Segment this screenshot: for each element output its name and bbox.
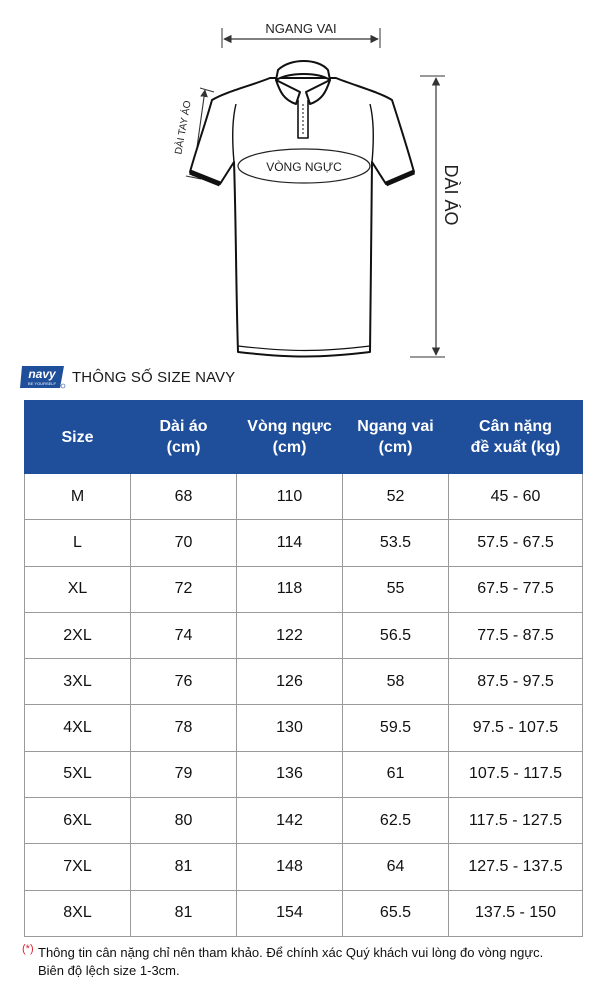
size-cell: L	[25, 520, 131, 566]
column-header-line1: Dài áo	[159, 418, 208, 435]
value-cell: 127.5 - 137.5	[449, 844, 583, 890]
table-row	[25, 612, 583, 658]
value-cell: 136	[237, 751, 343, 797]
footnote-line-2: Biên độ lệch size 1-3cm.	[38, 963, 180, 978]
value-cell: 126	[237, 659, 343, 705]
length-label: DÀI ÁO	[441, 164, 461, 226]
column-header-line2: (cm)	[272, 439, 307, 456]
logo-text: navy	[28, 367, 56, 381]
table-row	[25, 798, 583, 844]
value-cell: 130	[237, 705, 343, 751]
table-row	[25, 844, 583, 890]
value-cell: 55	[343, 566, 449, 612]
size-cell: 8XL	[25, 890, 131, 936]
value-cell: 52	[343, 474, 449, 520]
shoulder-width-dimension	[222, 18, 380, 48]
value-cell: 76	[131, 659, 237, 705]
column-header-line2: đề xuất (kg)	[470, 439, 561, 456]
value-cell: 62.5	[343, 798, 449, 844]
column-header-line1: Vòng ngực	[247, 418, 332, 435]
column-header-line1: Size	[61, 428, 94, 446]
value-cell: 137.5 - 150	[449, 890, 583, 936]
table-row	[25, 520, 583, 566]
size-cell: XL	[25, 566, 131, 612]
value-cell: 45 - 60	[449, 474, 583, 520]
shirt-measurement-diagram	[0, 0, 600, 365]
column-header-line1: Cân nặng	[479, 418, 552, 435]
value-cell: 78	[131, 705, 237, 751]
table-body	[25, 474, 583, 937]
brand-header	[20, 362, 235, 392]
value-cell: 67.5 - 77.5	[449, 566, 583, 612]
value-cell: 53.5	[343, 520, 449, 566]
value-cell: 68	[131, 474, 237, 520]
column-header	[343, 401, 449, 474]
size-cell: M	[25, 474, 131, 520]
size-table	[24, 400, 583, 937]
value-cell: 97.5 - 107.5	[449, 705, 583, 751]
value-cell: 122	[237, 612, 343, 658]
table-row	[25, 474, 583, 520]
table-row	[25, 890, 583, 936]
value-cell: 81	[131, 890, 237, 936]
value-cell: 107.5 - 117.5	[449, 751, 583, 797]
table-header-row	[25, 401, 583, 474]
table-row	[25, 659, 583, 705]
value-cell: 80	[131, 798, 237, 844]
value-cell: 65.5	[343, 890, 449, 936]
value-cell: 142	[237, 798, 343, 844]
column-header	[25, 401, 131, 474]
table-row	[25, 566, 583, 612]
chest-label: VÒNG NGỰC	[266, 160, 342, 174]
polo-shirt-outline	[190, 61, 414, 357]
value-cell: 56.5	[343, 612, 449, 658]
value-cell: 110	[237, 474, 343, 520]
column-header-line2: (cm)	[378, 439, 413, 456]
column-header-line1: Ngang vai	[357, 418, 434, 435]
size-cell: 3XL	[25, 659, 131, 705]
table-row	[25, 705, 583, 751]
value-cell: 114	[237, 520, 343, 566]
value-cell: 59.5	[343, 705, 449, 751]
shoulder-width-label: NGANG VAI	[265, 21, 337, 36]
navy-logo	[20, 364, 66, 390]
size-cell: 7XL	[25, 844, 131, 890]
value-cell: 74	[131, 612, 237, 658]
footnote-asterisk: (*)	[22, 943, 34, 955]
value-cell: 58	[343, 659, 449, 705]
size-chart-title: THÔNG SỐ SIZE NAVY	[72, 368, 236, 386]
value-cell: 64	[343, 844, 449, 890]
size-cell: 6XL	[25, 798, 131, 844]
value-cell: 57.5 - 67.5	[449, 520, 583, 566]
logo-tagline: BE YOURSELF	[28, 381, 56, 386]
value-cell: 72	[131, 566, 237, 612]
column-header-line2: (cm)	[166, 439, 201, 456]
value-cell: 117.5 - 127.5	[449, 798, 583, 844]
footnote-line-1: Thông tin cân nặng chỉ nên tham khảo. Để chính xác Quý khách vui lòng đo vòng ngực.	[38, 945, 544, 960]
value-cell: 87.5 - 97.5	[449, 659, 583, 705]
value-cell: 81	[131, 844, 237, 890]
value-cell: 154	[237, 890, 343, 936]
value-cell: 148	[237, 844, 343, 890]
table-row	[25, 751, 583, 797]
column-header	[131, 401, 237, 474]
value-cell: 118	[237, 566, 343, 612]
sleeve-label: DÀI TAY ÁO	[173, 99, 194, 156]
size-cell: 2XL	[25, 612, 131, 658]
size-cell: 5XL	[25, 751, 131, 797]
value-cell: 77.5 - 87.5	[449, 612, 583, 658]
column-header	[449, 401, 583, 474]
size-cell: 4XL	[25, 705, 131, 751]
chest-dimension	[238, 149, 370, 183]
column-header	[237, 401, 343, 474]
length-dimension	[410, 76, 461, 357]
value-cell: 79	[131, 751, 237, 797]
footnote	[24, 944, 594, 980]
value-cell: 61	[343, 751, 449, 797]
value-cell: 70	[131, 520, 237, 566]
